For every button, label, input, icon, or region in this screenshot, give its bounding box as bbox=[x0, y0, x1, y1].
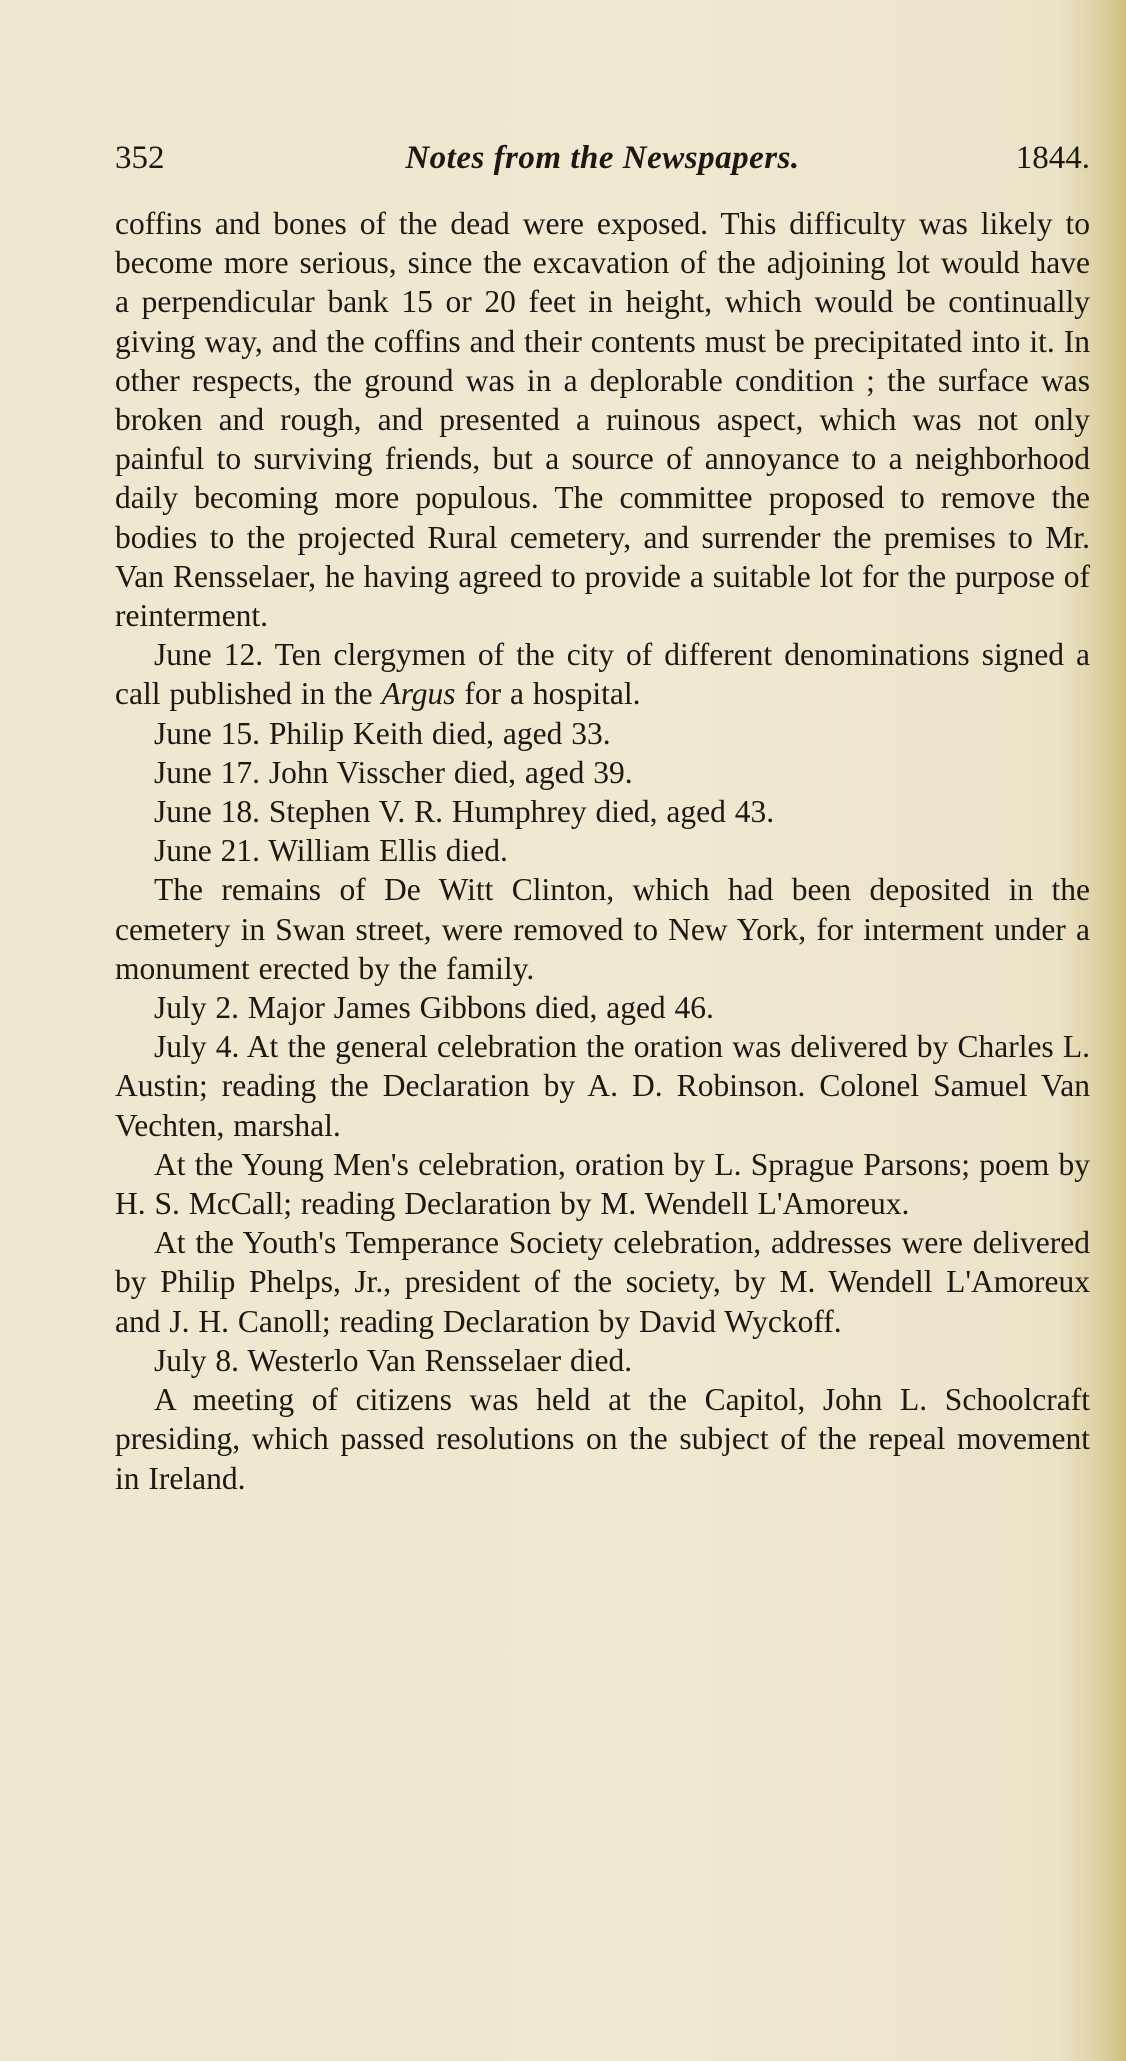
entry-july-8: July 8. Westerlo Van Rensselaer died. bbox=[154, 1342, 633, 1378]
page-body bbox=[115, 204, 1090, 1498]
paragraph-clinton-remains: The remains of De Witt Clinton, which had been deposited in the cemetery in Swan street, were removed to New York, for interment under a monument erected by the family. bbox=[115, 872, 1090, 986]
paragraph-cemetery-continuation: coffins and bones of the dead were exposed. This difficulty was likely to become more serious, since the excavation of the adjoining lot would have a perpendicular bank 15 or 20 feet in height, which would be continually giving way, and the coffins and their contents must be precipitated into it. In other respects, the ground was in a deplorable condition ; the surface was broken and rough, and presented a ruinous aspect, which was not only painful to surviving friends, but a source of annoyance to a neighborhood daily becoming more populous. The committee proposed to remove the bodies to the projected Rural cemetery, and surrender the premises to Mr. Van Rensselaer, he having agreed to provide a suitable lot for the purpose of reinterment. bbox=[115, 206, 1090, 634]
paragraph-june-12-end: for a hospital. bbox=[464, 676, 641, 712]
header-year: 1844. bbox=[1015, 140, 1090, 176]
running-title: Notes from the Newspapers. bbox=[405, 140, 800, 176]
paragraph-capitol-meeting: A meeting of citizens was held at the Capitol, John L. Schoolcraft presiding, which passed resolutions on the subject of the repeal movement in Ireland. bbox=[115, 1382, 1090, 1496]
paragraph-temperance-celebration: At the Youth's Temperance Society celebration, addresses were delivered by Philip Phelps, Jr., president of the society, by M. Wendell L'Amoreux and J. H. Canoll; reading Declaration by David Wyckoff. bbox=[115, 1225, 1090, 1339]
entry-july-2: July 2. Major James Gibbons died, aged 46. bbox=[154, 990, 714, 1026]
page-number: 352 bbox=[115, 140, 165, 176]
entry-june-18: June 18. Stephen V. R. Humphrey died, aged 43. bbox=[154, 794, 775, 830]
newspaper-name-argus: Argus bbox=[381, 676, 456, 712]
page-header bbox=[115, 136, 1090, 180]
entry-june-15: June 15. Philip Keith died, aged 33. bbox=[154, 715, 611, 751]
entry-june-21: June 21. William Ellis died. bbox=[154, 833, 508, 869]
paragraph-june-12-text: June 12. Ten clergymen of the city of different denominations signed a call published in the bbox=[115, 637, 1090, 712]
paragraph-young-mens-celebration: At the Young Men's celebration, oration by L. Sprague Parsons; poem by H. S. McCall; reading Declaration by M. Wendell L'Amoreux. bbox=[115, 1146, 1090, 1222]
paragraph-june-12 bbox=[115, 635, 1090, 713]
entry-june-17: June 17. John Visscher died, aged 39. bbox=[154, 754, 633, 790]
paragraph-july-4: July 4. At the general celebration the oration was delivered by Charles L. Austin; reading the Declaration by A. D. Robinson. Colonel Samuel Van Vechten, marshal. bbox=[115, 1029, 1090, 1143]
